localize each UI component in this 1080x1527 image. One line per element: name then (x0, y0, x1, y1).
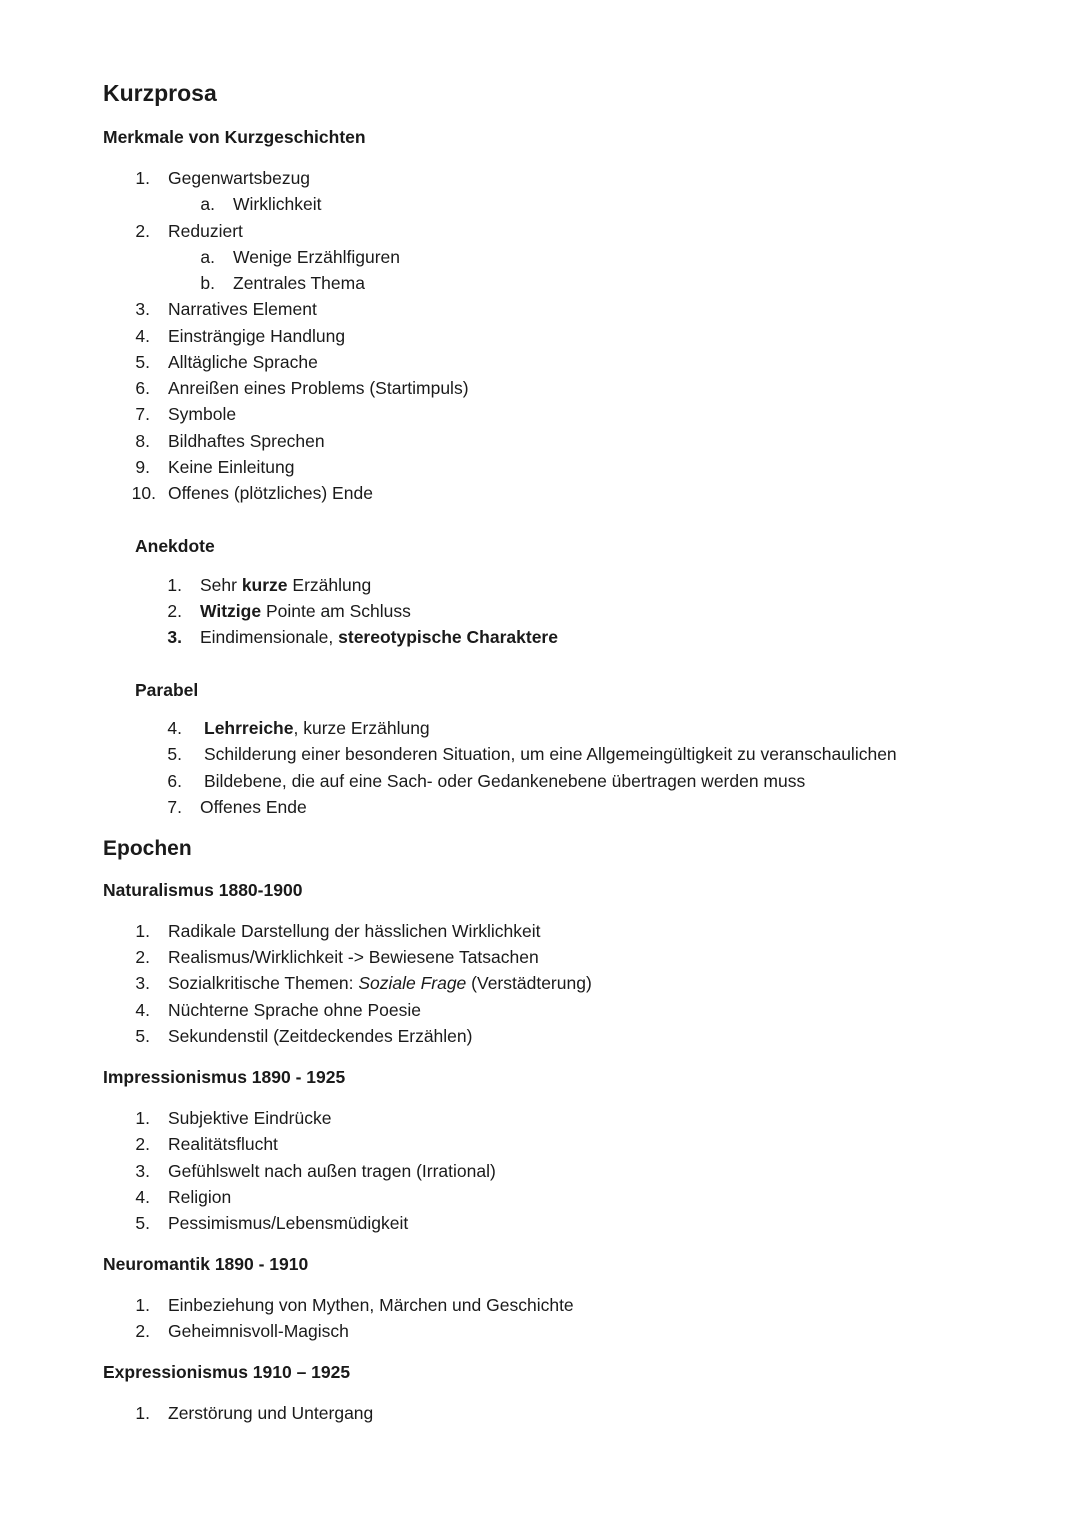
document-page: Kurzprosa Merkmale von Kurzgeschichten 1. Gegenwartsbezug a. Wirklichkeit 2. Reduziert a. Wenige Erzählfiguren b. Zentrales Thema 3. Narratives Element 4. Einsträngige Handlung 5. Alltägliche Sprache 6. Anreißen eines Problems (Startimpuls) 7. Symbole 8. Bildhaftes Sprechen 9. Keine Einleitung 10. Offenes (plötzliches) Ende Anekdote 1. Sehr kurze Erzählung 2. Witzige Pointe am Schluss 3. Eindimensionale, stereotypische Charaktere Parabel 4. Lehrreiche, kurze Erzählung 5. Schilderung einer besonderen Situation, um eine Allgemeingültigkeit zu veranschaulichen 6. Bildebene, die auf eine Sach- oder Gedankenebene übertragen werden muss 7. Offenes Ende Epochen Naturalismus 1880-1900 1. Radikale Darstellung der hässlichen Wirklichkeit 2. Realismus/Wirklichkeit -> Bewiesene Tatsachen 3. Sozialkritische Themen: Soziale Frage (Verstädterung) 4. Nüchterne Sprache ohne Poesie 5. Sekundenstil (Zeitdeckendes Erzählen) Impressionismus 1890 - 1925 1. Subjektive Eindrücke 2. Realitätsflucht 3. Gefühlswelt nach außen tragen (Irrational) 4. Religion 5. Pessimismus/Lebensmüdigkeit Neuromantik 1890 - 1910 1. Einbeziehung von Mythen, Märchen und Geschichte 2. Geheimnisvoll-Magisch Expressionismus 1910 – 1925 1. Zerstörung und Untergang (103, 80, 897, 1423)
heading-parabel: Parabel (135, 680, 199, 700)
heading-neuromantik: Neuromantik 1890 - 1910 (103, 1254, 309, 1274)
heading-impressionismus: Impressionismus 1890 - 1925 (103, 1067, 346, 1087)
heading-naturalismus: Naturalismus 1880-1900 (103, 880, 303, 900)
title-kurzprosa: Kurzprosa (103, 80, 217, 106)
heading-merkmale: Merkmale von Kurzgeschichten (103, 127, 366, 147)
title-epochen: Epochen (103, 837, 192, 860)
heading-anekdote: Anekdote (135, 536, 215, 556)
heading-expressionismus: Expressionismus 1910 – 1925 (103, 1362, 351, 1382)
